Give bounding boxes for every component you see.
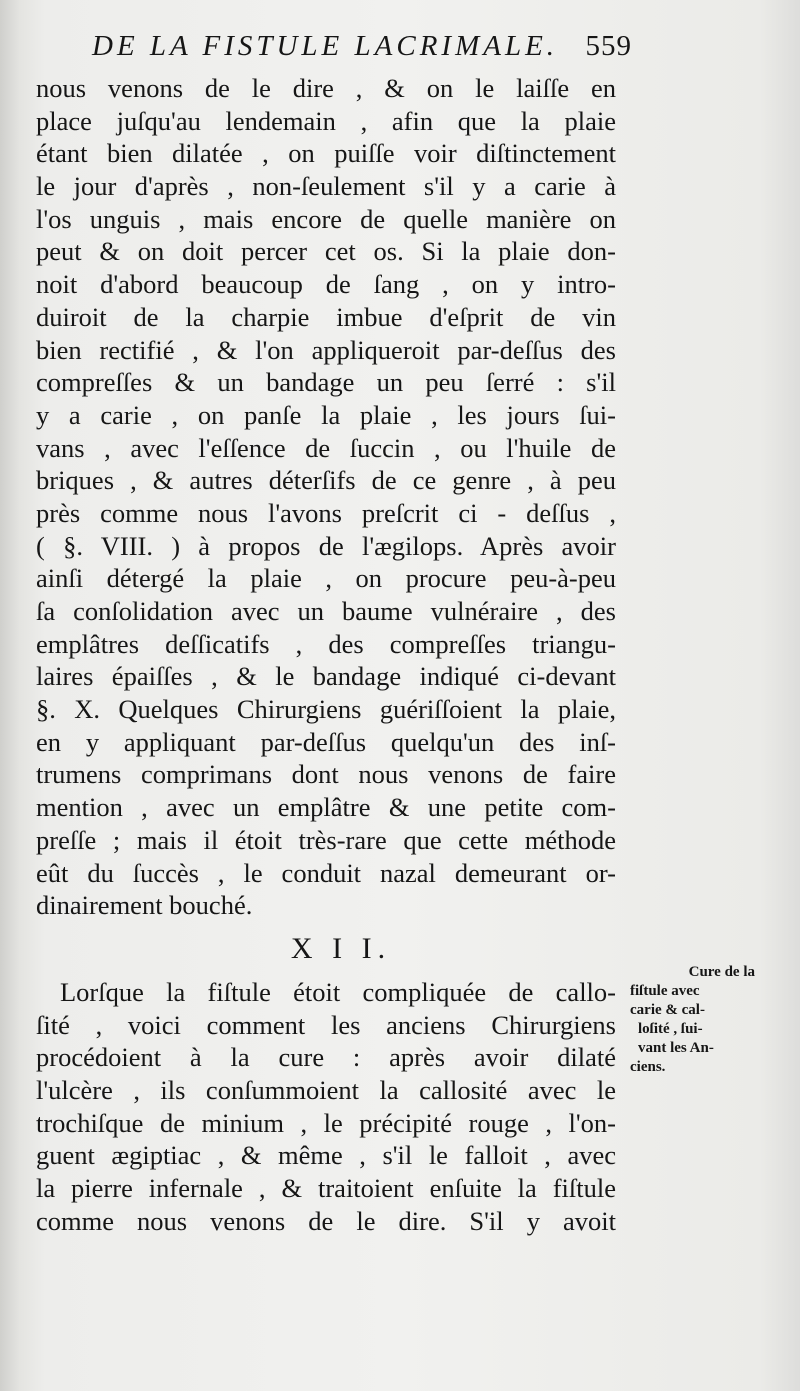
running-title: DE LA FISTULE LACRIMALE. <box>92 30 559 62</box>
page-number: 559 <box>585 30 632 62</box>
text-line: peut & on doit percer cet os. Si la plaie don- <box>36 236 616 267</box>
section-heading: X I I. <box>290 931 392 965</box>
paragraph-1 <box>36 72 616 922</box>
text-line: compreſſes & un bandage un peu ſerré : s'il <box>36 367 616 398</box>
margin-note-line: vant les An- <box>638 1040 714 1056</box>
text-line: près comme nous l'avons preſcrit ci - deſſus , <box>36 497 616 528</box>
text-line: ſité , voici comment les anciens Chirurgiens <box>36 1009 616 1040</box>
text-line: y a carie , on panſe la plaie , les jours ſui- <box>36 399 616 430</box>
text-line: l'ulcère , ils conſummoient la callosité avec le <box>36 1074 616 1105</box>
text-line: §. X. Quelques Chirurgiens guériſſoient la plaie, <box>36 694 616 725</box>
text-line: eût du ſuccès , le conduit nazal demeurant or- <box>36 857 616 888</box>
text-line: briques , & autres déterſifs de ce genre , à peu <box>36 465 616 496</box>
margin-note-line: fiſtule avec <box>630 983 700 999</box>
text-line: guent ægiptiac , & même , s'il le falloit , avec <box>36 1140 616 1171</box>
text-line: vans , avec l'eſſence de ſuccin , ou l'huile de <box>36 432 616 463</box>
text-line: ( §. VIII. ) à propos de l'ægilops. Après avoir <box>36 530 616 561</box>
text-line: la pierre infernale , & traitoient enſuite la fiſtule <box>36 1173 616 1203</box>
text-line: noit d'abord beaucoup de ſang , on y intro- <box>36 269 616 300</box>
text-line: preſſe ; mais il étoit très-rare que cette méthode <box>36 824 616 855</box>
text-line: procédoient à la cure : après avoir dilaté <box>36 1042 616 1073</box>
text-line: bien rectifié , & l'on appliqueroit par-deſſus des <box>36 334 616 365</box>
margin-note-line: Cure de la <box>688 964 755 980</box>
text-line: laires épaiſſes , & le bandage indiqué ci-devant <box>36 661 616 692</box>
text-line: le jour d'après , non-ſeulement s'il y a carie à <box>36 171 616 202</box>
margin-note-line: loſité , ſui- <box>638 1021 703 1037</box>
text-line: mention , avec un emplâtre & une petite com- <box>36 792 616 823</box>
text-line: Lorſque la fiſtule étoit compliquée de callo- <box>60 976 616 1007</box>
margin-note <box>630 963 755 1077</box>
margin-note-line: ciens. <box>630 1059 666 1075</box>
running-header <box>92 30 632 66</box>
text-line: dinairement bouché. <box>36 890 253 921</box>
text-line: en y appliquant par-deſſus quelqu'un des inſ- <box>36 726 616 757</box>
text-line: l'os unguis , mais encore de quelle manière on <box>36 203 616 234</box>
text-line: trumens comprimans dont nous venons de faire <box>36 759 616 790</box>
text-line: nous venons de le dire , & on le laiſſe en <box>36 73 616 103</box>
text-line: étant bien dilatée , on puiſſe voir diſtinctement <box>36 138 616 169</box>
text-line: ſa conſolidation avec un baume vulnéraire , des <box>36 596 616 626</box>
text-line: emplâtres deſſicatifs , des compreſſes triangu- <box>36 628 616 659</box>
main-text <box>36 72 616 1237</box>
text-line: place juſqu'au lendemain , afin que la plaie <box>36 105 616 136</box>
text-line: duiroit de la charpie imbue d'eſprit de vin <box>36 301 616 332</box>
text-line: ainſi détergé la plaie , on procure peu-à-peu <box>36 563 616 594</box>
margin-note-line: carie & cal- <box>630 1002 705 1018</box>
paragraph-2 <box>36 976 616 1238</box>
text-line: trochiſque de minium , le précipité rouge , l'on- <box>36 1107 616 1138</box>
text-line: comme nous venons de le dire. S'il y avoit <box>36 1205 616 1236</box>
